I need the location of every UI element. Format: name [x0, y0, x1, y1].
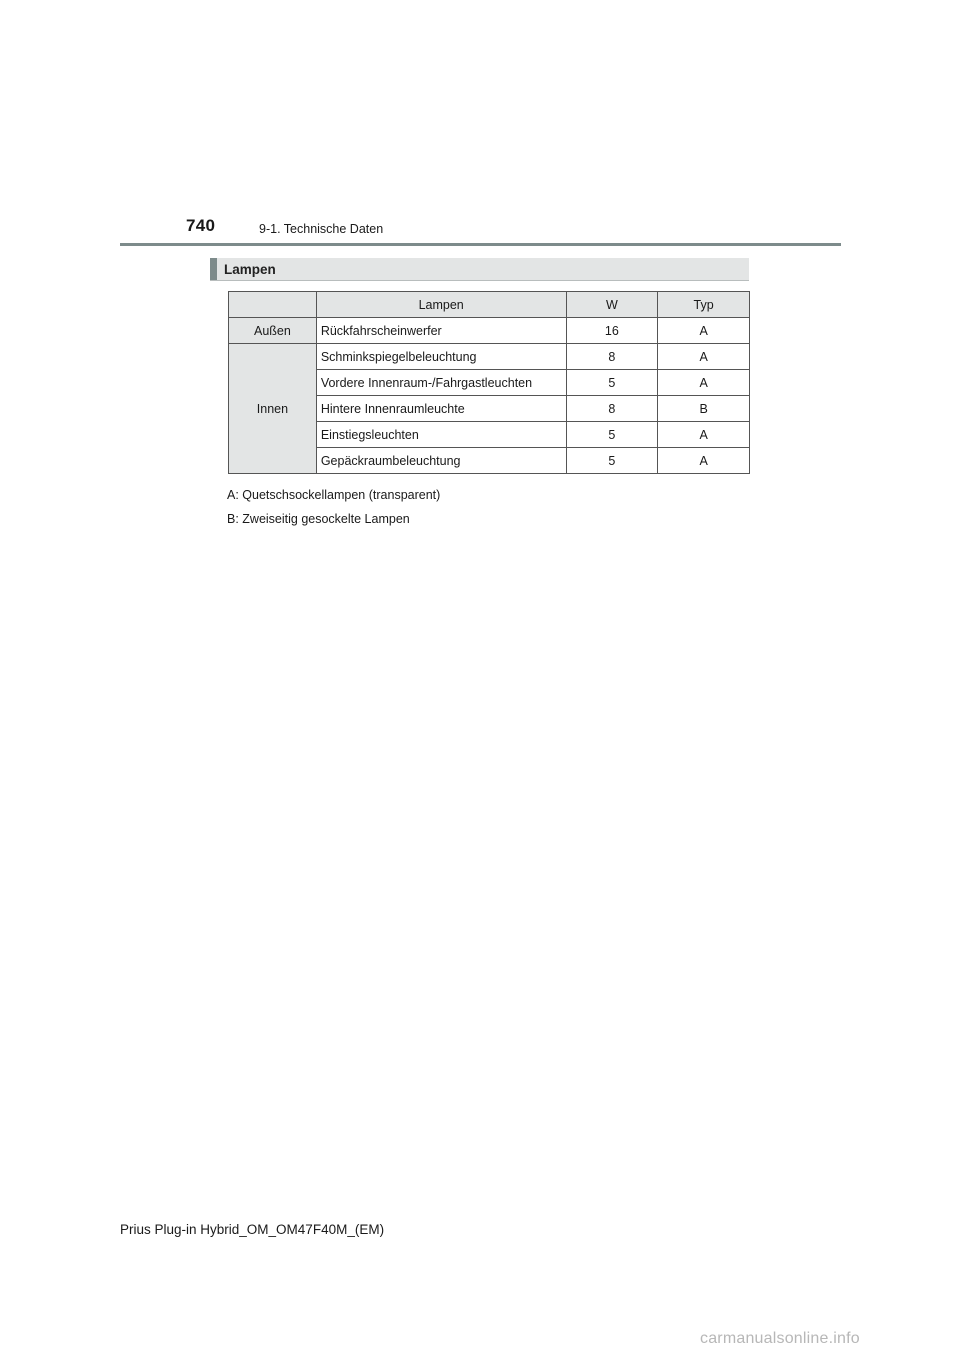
wattage-cell: 8: [566, 344, 658, 370]
group-cell-aussen: Außen: [229, 318, 317, 344]
table-header-row: [229, 292, 750, 318]
wattage-cell: 5: [566, 422, 658, 448]
column-header-lampen: Lampen: [316, 292, 566, 318]
type-cell: B: [658, 396, 750, 422]
footnote-b: B: Zweiseitig gesockelte Lampen: [227, 512, 410, 526]
section-heading-bar: [210, 258, 217, 280]
lamp-table: [228, 291, 750, 474]
wattage-cell: 5: [566, 370, 658, 396]
lamp-name-cell: Einstiegsleuchten: [316, 422, 566, 448]
lamp-name-cell: Gepäckraumbeleuchtung: [316, 448, 566, 474]
wattage-cell: 5: [566, 448, 658, 474]
column-header-typ: Typ: [658, 292, 750, 318]
wattage-cell: 8: [566, 396, 658, 422]
lamp-name-cell: Vordere Innenraum-/Fahrgastleuchten: [316, 370, 566, 396]
type-cell: A: [658, 318, 750, 344]
lamp-name-cell: Schminkspiegelbeleuchtung: [316, 344, 566, 370]
footnote-a: A: Quetschsockellampen (transparent): [227, 488, 441, 502]
type-cell: A: [658, 448, 750, 474]
lamp-name-cell: Hintere Innenraumleuchte: [316, 396, 566, 422]
group-cell-innen: Innen: [229, 344, 317, 474]
table-row: [229, 344, 750, 370]
column-header-w: W: [566, 292, 658, 318]
table-row: [229, 318, 750, 344]
type-cell: A: [658, 344, 750, 370]
type-cell: A: [658, 370, 750, 396]
lamp-name-cell: Rückfahrscheinwerfer: [316, 318, 566, 344]
section-heading-label: Lampen: [224, 262, 276, 277]
watermark: carmanualsonline.info: [700, 1330, 860, 1347]
section-heading: [210, 258, 749, 281]
page-number: 740: [186, 216, 216, 235]
type-cell: A: [658, 422, 750, 448]
header-rule: [120, 243, 841, 246]
column-header-group: [229, 292, 317, 318]
footer-document-id: Prius Plug-in Hybrid_OM_OM47F40M_(EM): [120, 1222, 385, 1237]
chapter-title: 9-1. Technische Daten: [259, 222, 384, 236]
wattage-cell: 16: [566, 318, 658, 344]
